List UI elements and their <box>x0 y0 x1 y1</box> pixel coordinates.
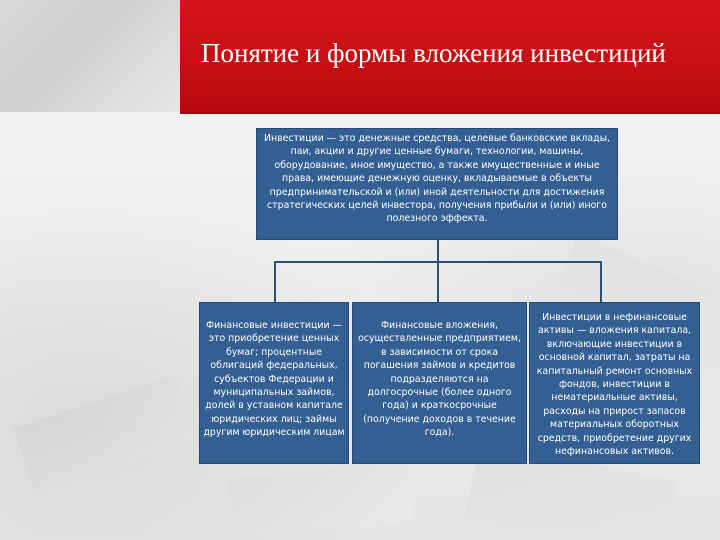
connector-line <box>437 240 439 262</box>
definition-box <box>256 128 618 240</box>
definition-text: Инвестиции — это денежные средства, целевые банковские вклады, паи, акции и другие ценные бумаги, технологии, машины, оборудование, иное имущество, а также имущественные и иные права, имеющие денежную оценку, вкладываемые в объекты предпринимательской и (или) иной деятельности для достижения стратегических целей инвестора, получения прибыли и (или) иного полезного эффекта. <box>263 133 611 225</box>
background-banknote <box>227 461 412 539</box>
slide-title: Понятие и формы вложения инвестиций <box>201 38 666 68</box>
financial-investments-box <box>199 302 349 464</box>
financial-investments-text: Финансовые инвестиции — это приобретение ценных бумаг; процентные облигаций федеральных, субъектов Федерации и муниципальных займов, долей в уставном капитале юридических лиц; займы другим юридическим лицам <box>203 320 345 439</box>
title-divider <box>180 112 720 114</box>
background-panel <box>0 0 180 112</box>
connector-line <box>600 261 602 302</box>
non-financial-assets-box <box>529 302 700 464</box>
financial-placements-text: Финансовые вложения, осуществленные предприятием, в зависимости от срока погашения займов и кредитов подразделяются на долгосрочные (более одного года) и краткосрочные (получение доходов в течение года). <box>358 320 521 439</box>
connector-line <box>274 261 276 302</box>
background-banknote <box>13 375 196 494</box>
financial-placements-box <box>352 302 527 464</box>
connector-line <box>437 261 439 302</box>
non-financial-assets-text: Инвестиции в нефинансовые активы — вложения капитала, включающие инвестиции в основной капитал, затраты на капитальный ремонт основных фондов, инвестиции в нематериальные активы, расходы на прирост запасов материальных оборотных средств, приобретение других нефинансовых активов. <box>536 312 693 458</box>
